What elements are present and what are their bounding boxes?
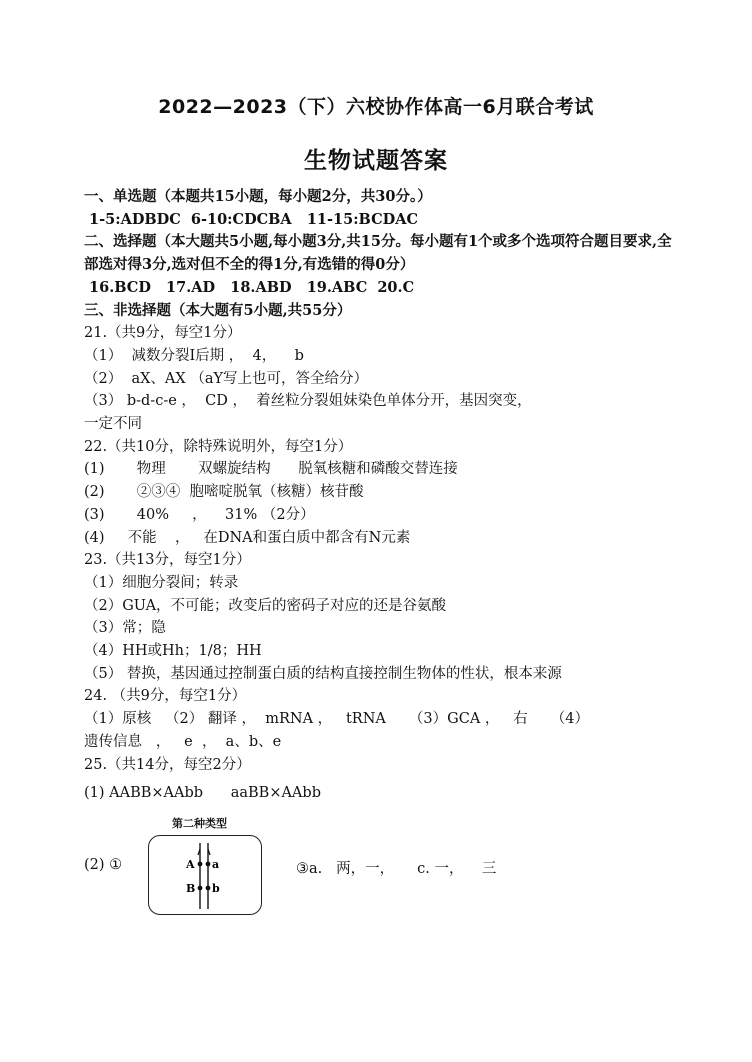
locus-A (198, 862, 203, 867)
q23-line5: （5） 替换，基因通过控制蛋白质的结构直接控制生物体的性状，根本来源 (84, 665, 562, 682)
q22-line1: (1) 物理 双螺旋结构 脱氧核糖和磷酸交替连接 (84, 461, 458, 478)
q25-line2-suffix: ③a. 两，一， c. 一， 三 (296, 861, 497, 877)
q21-line4: 一定不同 (84, 416, 142, 433)
chromosome-diagram (148, 835, 260, 915)
answer-content (84, 186, 684, 805)
gene-a-label: a (212, 858, 220, 871)
gene-b-label: b (212, 882, 220, 895)
q23-line1: （1）细胞分裂间；转录 (84, 574, 239, 591)
q25-line2-row (84, 817, 684, 923)
q21-head: 21.（共9分，每空1分） (84, 325, 242, 342)
section1-title: 一、单选题（本题共15小题，每小题2分，共30分。） (84, 188, 432, 205)
diagram-title: 第二种类型 (172, 817, 227, 830)
q22-line3: (3) 40% ， 31% （2分） (84, 506, 315, 523)
locus-b (206, 886, 211, 891)
q21-line1: （1） 减数分裂Ⅰ后期 ， 4， b (84, 347, 304, 364)
exam-title: 2022—2023（下）六校协作体高一6月联合考试 (158, 96, 594, 118)
q23-line3: （3）常；隐 (84, 620, 166, 637)
gene-B-label: B (186, 882, 196, 895)
q24-line2: 遗传信息 ， e ， a、b、e (84, 733, 282, 750)
q22-line4: (4) 不能 ， 在DNA和蛋白质中都含有N元素 (84, 529, 411, 546)
q23-line4: （4）HH或Hh；1/8；HH (84, 643, 262, 660)
q25-line1: (1) AABB×AAbb aaBB×AAbb (84, 785, 321, 802)
q24-line1: （1）原核 （2） 翻译 ， mRNA ， tRNA （3）GCA ， 右 （4） (84, 711, 590, 728)
gene-A-label: A (186, 858, 195, 871)
section1-answers: 1-5:ADBDC 6-10:CDCBA 11-15:BCDAC (84, 210, 418, 228)
q23-line2: （2）GUA，不可能；改变后的密码子对应的还是谷氨酸 (84, 597, 447, 614)
section3-title: 三、非选择题（本大题有5小题,共55分） (84, 301, 352, 319)
q21-line3: （3） b-d-c-e ， CD ， 着丝粒分裂姐妹染色单体分开，基因突变， (84, 393, 532, 410)
locus-a (206, 862, 211, 867)
section2-answers: 16.BCD 17.AD 18.ABD 19.ABC 20.C (84, 278, 415, 296)
section2-title: 二、选择题（本大题共5小题,每小题3分,共15分。每小题有1个或多个选项符合题目要求,全部选对得3分,选对但不全的得1分,有选错的得0分） (84, 233, 672, 274)
q21-line2: （2） aX、AX （aY写上也可，答全给分） (84, 370, 369, 387)
exam-subtitle: 生物试题答案 (304, 148, 448, 174)
q25-head: 25.（共14分，每空2分） (84, 756, 251, 773)
locus-B (198, 886, 203, 891)
q22-line2: (2) ②③④ 胞嘧啶脱氧（核糖）核苷酸 (84, 484, 364, 501)
q22-head: 22.（共10分，除特殊说明外，每空1分） (84, 438, 353, 455)
q25-line2-prefix: (2) ① (84, 857, 123, 873)
q24-head: 24. （共9分，每空1分） (84, 688, 247, 705)
q23-head: 23.（共13分，每空1分） (84, 552, 251, 569)
